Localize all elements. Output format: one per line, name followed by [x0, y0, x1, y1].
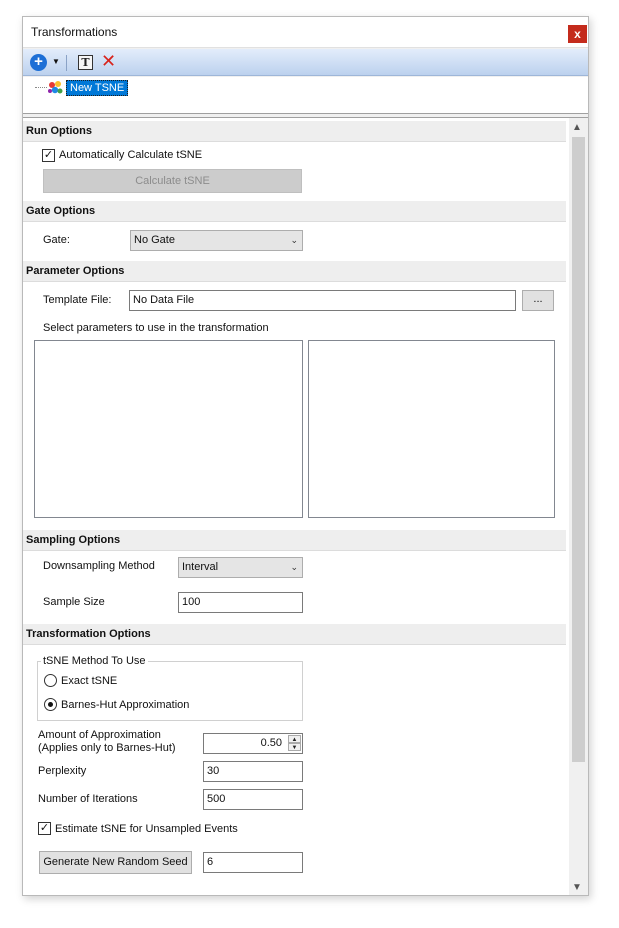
auto-calculate-checkbox[interactable]: ✓: [43, 149, 54, 161]
sample-size-input[interactable]: 100: [178, 592, 303, 613]
perplexity-label: Perplexity: [38, 765, 87, 777]
chevron-down-icon: ⌄: [290, 562, 298, 572]
delete-icon[interactable]: ✕: [101, 51, 117, 71]
calculate-tsne-button[interactable]: Calculate tSNE: [43, 169, 302, 193]
approximation-spinner[interactable]: [288, 735, 301, 751]
title-bar: [23, 17, 588, 48]
chevron-down-icon: ⌄: [290, 235, 298, 245]
seed-input[interactable]: 6: [203, 852, 303, 873]
gate-select[interactable]: [130, 230, 303, 251]
transformation-options-header: Transformation Options: [23, 624, 566, 645]
tree-item-new-tsne[interactable]: New TSNE: [66, 80, 128, 96]
tree-connector: [35, 87, 47, 88]
select-parameters-label: Select parameters to use in the transformation: [43, 322, 269, 334]
close-button[interactable]: x: [568, 25, 587, 43]
template-file-input[interactable]: No Data File: [129, 290, 516, 311]
auto-calculate-label: Automatically Calculate tSNE: [59, 149, 203, 161]
perplexity-input[interactable]: 30: [203, 761, 303, 782]
vertical-scrollbar[interactable]: [569, 118, 588, 896]
browse-button[interactable]: ...: [522, 290, 554, 311]
options-panel: [23, 117, 588, 896]
transformations-window: [22, 16, 589, 896]
tsne-method-group: [37, 655, 303, 721]
selected-parameters-list[interactable]: [308, 340, 555, 518]
gate-label: Gate:: [43, 234, 70, 246]
estimate-unsampled-label: Estimate tSNE for Unsampled Events: [55, 823, 238, 835]
add-transformation-icon[interactable]: +: [30, 54, 47, 71]
add-dropdown-arrow-icon[interactable]: ▼: [52, 57, 60, 66]
generate-seed-button[interactable]: Generate New Random Seed: [39, 851, 192, 874]
scroll-thumb[interactable]: [572, 137, 585, 762]
sampling-options-header: Sampling Options: [23, 530, 566, 551]
toolbar: [23, 49, 588, 76]
barnes-hut-label: Barnes-Hut Approximation: [61, 699, 190, 711]
estimate-unsampled-checkbox[interactable]: ✓: [39, 822, 50, 834]
barnes-hut-radio[interactable]: [44, 698, 57, 711]
downsampling-method-value: Interval: [182, 561, 219, 573]
text-format-icon[interactable]: T: [78, 55, 93, 70]
gate-options-header: Gate Options: [23, 201, 566, 222]
approximation-input[interactable]: [203, 733, 303, 754]
template-file-label: Template File:: [43, 294, 112, 306]
parameter-options-header: Parameter Options: [23, 261, 566, 282]
window-title: Transformations: [31, 25, 118, 39]
tsne-icon: [47, 80, 64, 96]
scroll-down-icon[interactable]: ▼: [572, 882, 582, 893]
approximation-sublabel: (Applies only to Barnes-Hut): [38, 742, 176, 754]
run-options-header: Run Options: [23, 121, 566, 142]
gate-select-value: No Gate: [134, 234, 175, 246]
tsne-method-group-title: tSNE Method To Use: [43, 655, 146, 667]
transformation-tree: [23, 77, 588, 114]
exact-tsne-label: Exact tSNE: [61, 675, 118, 687]
downsampling-method-select[interactable]: [178, 557, 303, 578]
spin-down-icon[interactable]: ▼: [288, 743, 301, 751]
exact-tsne-radio[interactable]: [44, 674, 57, 687]
sample-size-label: Sample Size: [43, 596, 105, 608]
downsampling-method-label: Downsampling Method: [43, 560, 155, 572]
toolbar-separator: [66, 55, 67, 71]
approximation-label: Amount of Approximation: [38, 729, 161, 741]
available-parameters-list[interactable]: [34, 340, 303, 518]
approximation-value: 0.50: [260, 737, 282, 749]
scroll-up-icon[interactable]: ▲: [572, 122, 582, 133]
spin-up-icon[interactable]: ▲: [288, 735, 301, 743]
iterations-input[interactable]: 500: [203, 789, 303, 810]
iterations-label: Number of Iterations: [38, 793, 138, 805]
